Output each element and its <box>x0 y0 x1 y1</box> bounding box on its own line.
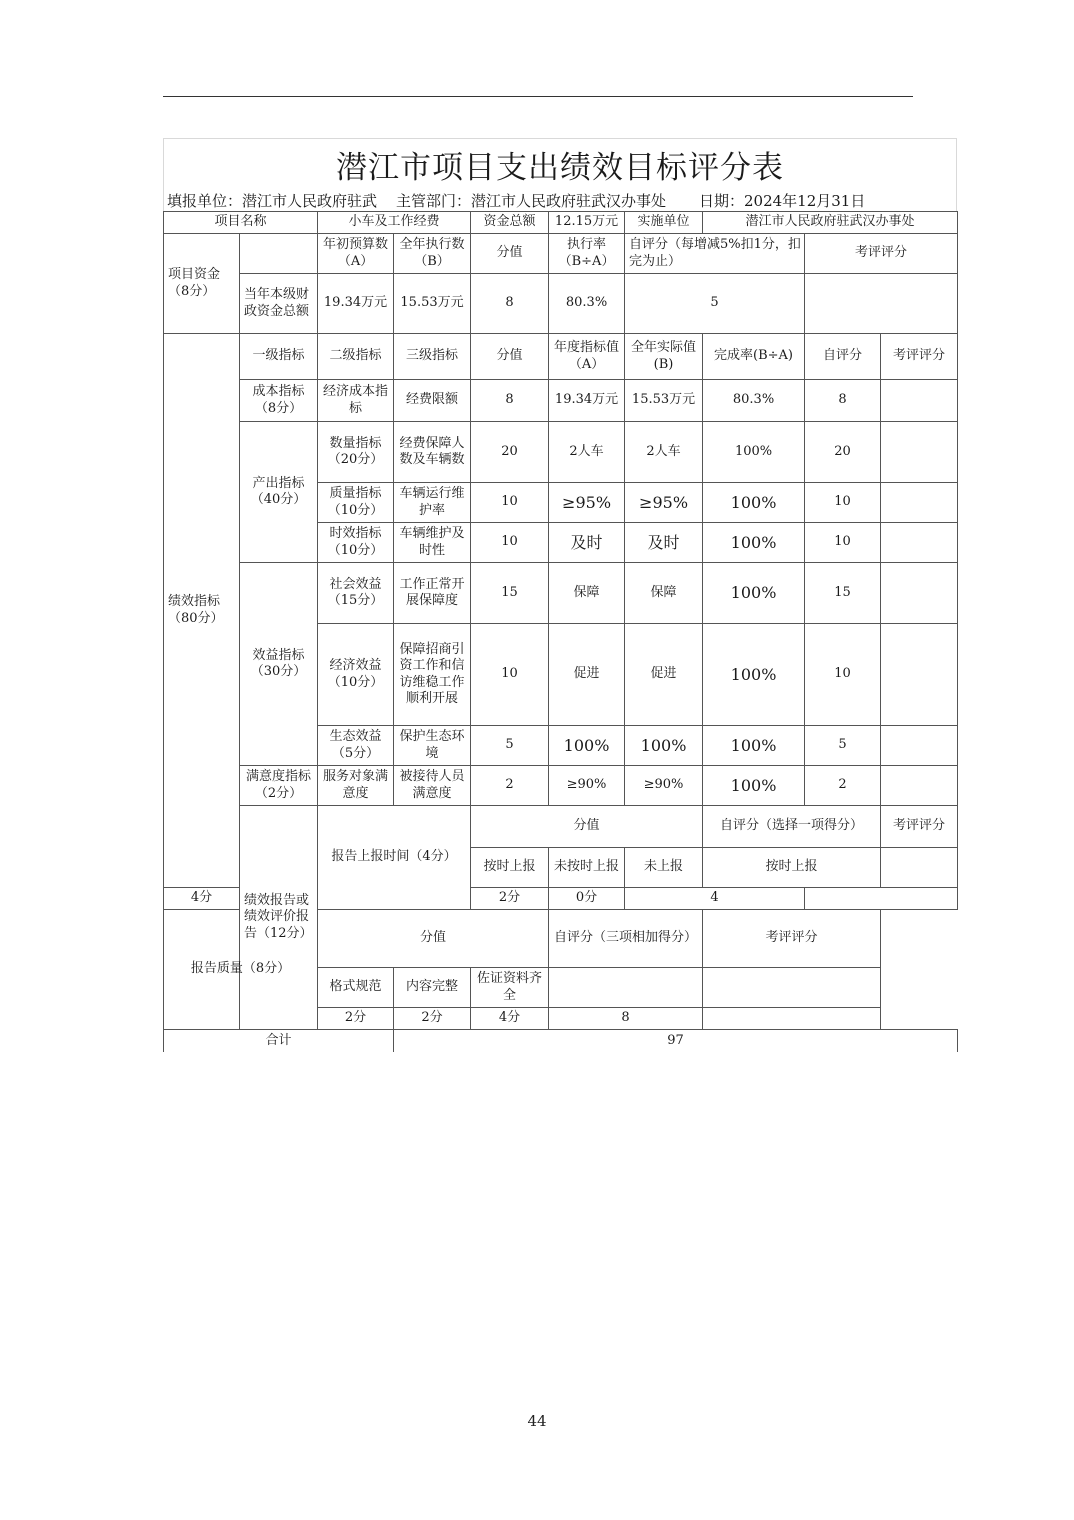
cost-actual: 15.53万元 <box>625 380 703 422</box>
report-quality-label: 报告质量（8分） <box>164 910 318 1030</box>
benefit-rate: 100% <box>703 624 805 726</box>
cost-row <box>164 380 958 422</box>
report-timing-opt3: 未上报 <box>625 848 703 888</box>
funds-rate: 80.3% <box>549 274 625 334</box>
benefit-score: 15 <box>471 563 549 624</box>
report-timing-label: 报告上报时间（4分） <box>318 806 471 910</box>
benefit-target: 保障 <box>549 563 625 624</box>
output-score: 10 <box>471 483 549 523</box>
perf-h-l1: 一级指标 <box>240 334 318 380</box>
project-name-value: 小车及工作经费 <box>318 212 471 234</box>
funds-blank-cell <box>240 234 318 274</box>
output-l3: 经费保障人数及车辆数 <box>394 422 471 483</box>
total-row <box>164 1030 958 1052</box>
benefit-rate: 100% <box>703 563 805 624</box>
supervising-dept: 主管部门：潜江市人民政府驻武汉办事处 <box>396 192 667 210</box>
perf-h-score: 分值 <box>471 334 549 380</box>
output-l2: 质量指标（10分） <box>318 483 394 523</box>
total-funds-value: 12.15万元 <box>549 212 625 234</box>
page-number: 44 <box>527 1412 547 1430</box>
cost-l1: 成本指标（8分） <box>240 380 318 422</box>
perf-h-rate: 完成率(B÷A) <box>703 334 805 380</box>
report-quality-h-review: 考评评分 <box>703 910 881 968</box>
funds-h-review: 考评评分 <box>805 234 958 274</box>
output-target: ≥95% <box>549 483 625 523</box>
report-quality-c3-pts: 4分 <box>471 1008 549 1030</box>
benefit-actual: 100% <box>625 726 703 766</box>
benefit-review <box>881 726 958 766</box>
satisfaction-l2: 服务对象满意度 <box>318 766 394 806</box>
benefit-l2: 经济效益（10分） <box>318 624 394 726</box>
satisfaction-actual: ≥90% <box>625 766 703 806</box>
funds-review <box>805 274 958 334</box>
output-review <box>881 422 958 483</box>
cost-score: 8 <box>471 380 549 422</box>
benefit-target: 100% <box>549 726 625 766</box>
output-l3: 车辆运行维护率 <box>394 483 471 523</box>
report-timing-h-review: 考评评分 <box>881 806 958 848</box>
funds-section-label: 项目资金（8分） <box>164 234 240 334</box>
output-rate: 100% <box>703 422 805 483</box>
perf-h-review: 考评评分 <box>881 334 958 380</box>
output-l1: 产出指标（40分） <box>240 422 318 563</box>
output-row-quantity <box>164 422 958 483</box>
report-timing-self-pts: 4 <box>625 888 805 910</box>
funds-h-exec: 全年执行数（B） <box>394 234 471 274</box>
satisfaction-self: 2 <box>805 766 881 806</box>
cost-rate: 80.3% <box>703 380 805 422</box>
satisfaction-rate: 100% <box>703 766 805 806</box>
project-name-label: 项目名称 <box>164 212 318 234</box>
report-timing-self-text: 按时上报 <box>703 848 881 888</box>
report-quality-h-self: 自评分（三项相加得分） <box>549 910 703 968</box>
report-quality-review <box>703 968 881 1008</box>
report-quality-c2: 内容完整 <box>394 968 471 1008</box>
output-l3: 车辆维护及时性 <box>394 523 471 563</box>
funds-h-budget: 年初预算数（A） <box>318 234 394 274</box>
total-funds-label: 资金总额 <box>471 212 549 234</box>
satisfaction-row <box>164 766 958 806</box>
perf-h-self: 自评分 <box>805 334 881 380</box>
benefit-l2: 社会效益（15分） <box>318 563 394 624</box>
benefit-l2: 生态效益（5分） <box>318 726 394 766</box>
perf-h-l3: 三级指标 <box>394 334 471 380</box>
funds-row-label: 当年本级财政资金总额 <box>240 274 318 334</box>
cost-l2: 经济成本指标 <box>318 380 394 422</box>
report-timing-opt3-pts: 0分 <box>549 888 625 910</box>
funds-budget: 19.34万元 <box>318 274 394 334</box>
evaluation-sheet <box>163 138 957 1052</box>
report-timing-header-row <box>164 806 958 848</box>
report-quality-c1-pts: 2分 <box>318 1008 394 1030</box>
satisfaction-l1: 满意度指标（2分） <box>240 766 318 806</box>
report-timing-h-self: 自评分（选择一项得分） <box>703 806 881 848</box>
output-l2: 时效指标（10分） <box>318 523 394 563</box>
report-quality-self <box>549 968 703 1008</box>
output-score: 10 <box>471 523 549 563</box>
report-quality-self-pts: 8 <box>549 1008 703 1030</box>
output-rate: 100% <box>703 523 805 563</box>
report-timing-opt2: 未按时上报 <box>549 848 625 888</box>
info-row <box>163 189 957 211</box>
output-self: 20 <box>805 422 881 483</box>
output-score: 20 <box>471 422 549 483</box>
report-timing-opt2-pts: 2分 <box>471 888 549 910</box>
total-label: 合计 <box>164 1030 394 1052</box>
benefit-l3: 工作正常开展保障度 <box>394 563 471 624</box>
report-section-label: 绩效报告或绩效评价报告（12分） <box>240 806 318 1030</box>
satisfaction-target: ≥90% <box>549 766 625 806</box>
funds-h-self: 自评分（每增减5%扣1分，扣完为止） <box>625 234 805 274</box>
funds-header-row <box>164 234 958 274</box>
satisfaction-review <box>881 766 958 806</box>
output-review <box>881 523 958 563</box>
report-quality-c3: 佐证资料齐全 <box>471 968 549 1008</box>
report-timing-h-score: 分值 <box>471 806 703 848</box>
sheet-title: 潜江市项目支出绩效目标评分表 <box>163 138 957 189</box>
impl-unit-label: 实施单位 <box>625 212 703 234</box>
funds-h-score: 分值 <box>471 234 549 274</box>
output-target: 及时 <box>549 523 625 563</box>
benefit-target: 促进 <box>549 624 625 726</box>
report-timing-opt1-pts: 4分 <box>164 888 240 910</box>
perf-h-l2: 二级指标 <box>318 334 394 380</box>
satisfaction-score: 2 <box>471 766 549 806</box>
benefit-self: 10 <box>805 624 881 726</box>
funds-data-row <box>164 274 958 334</box>
cost-review <box>881 380 958 422</box>
report-quality-review-pts <box>703 1008 881 1030</box>
report-timing-review-pts <box>805 888 958 910</box>
impl-unit-value: 潜江市人民政府驻武汉办事处 <box>703 212 958 234</box>
benefit-score: 5 <box>471 726 549 766</box>
output-rate: 100% <box>703 483 805 523</box>
report-date: 日期：2024年12月31日 <box>699 192 866 210</box>
cost-l3: 经费限额 <box>394 380 471 422</box>
output-actual: 2人车 <box>625 422 703 483</box>
cost-target: 19.34万元 <box>549 380 625 422</box>
benefit-actual: 促进 <box>625 624 703 726</box>
funds-self: 5 <box>625 274 805 334</box>
perf-h-target: 年度指标值（A） <box>549 334 625 380</box>
report-timing-review <box>881 848 958 888</box>
benefit-self: 5 <box>805 726 881 766</box>
fill-unit: 填报单位：潜江市人民政府驻武 <box>167 192 378 210</box>
benefit-review <box>881 624 958 726</box>
perf-h-actual: 全年实际值(B) <box>625 334 703 380</box>
total-value: 97 <box>394 1030 958 1052</box>
benefit-l1: 效益指标（30分） <box>240 563 318 766</box>
benefit-row-social <box>164 563 958 624</box>
perf-section-label: 绩效指标（80分） <box>164 334 240 888</box>
benefit-actual: 保障 <box>625 563 703 624</box>
header-rule <box>163 96 913 97</box>
output-actual: 及时 <box>625 523 703 563</box>
benefit-rate: 100% <box>703 726 805 766</box>
output-l2: 数量指标（20分） <box>318 422 394 483</box>
output-self: 10 <box>805 483 881 523</box>
funds-exec: 15.53万元 <box>394 274 471 334</box>
benefit-l3: 保障招商引资工作和信访维稳工作顺利开展 <box>394 624 471 726</box>
report-quality-c2-pts: 2分 <box>394 1008 471 1030</box>
funds-h-rate: 执行率（B÷A） <box>549 234 625 274</box>
funds-score: 8 <box>471 274 549 334</box>
report-timing-opt1: 按时上报 <box>471 848 549 888</box>
output-self: 10 <box>805 523 881 563</box>
benefit-l3: 保护生态环境 <box>394 726 471 766</box>
report-quality-h-score: 分值 <box>318 910 549 968</box>
output-target: 2人车 <box>549 422 625 483</box>
satisfaction-l3: 被接待人员满意度 <box>394 766 471 806</box>
benefit-self: 15 <box>805 563 881 624</box>
cost-self: 8 <box>805 380 881 422</box>
benefit-score: 10 <box>471 624 549 726</box>
project-name-row <box>164 212 958 234</box>
output-actual: ≥95% <box>625 483 703 523</box>
score-table <box>163 211 958 1052</box>
benefit-review <box>881 563 958 624</box>
report-quality-c1: 格式规范 <box>318 968 394 1008</box>
perf-header-row <box>164 334 958 380</box>
output-review <box>881 483 958 523</box>
